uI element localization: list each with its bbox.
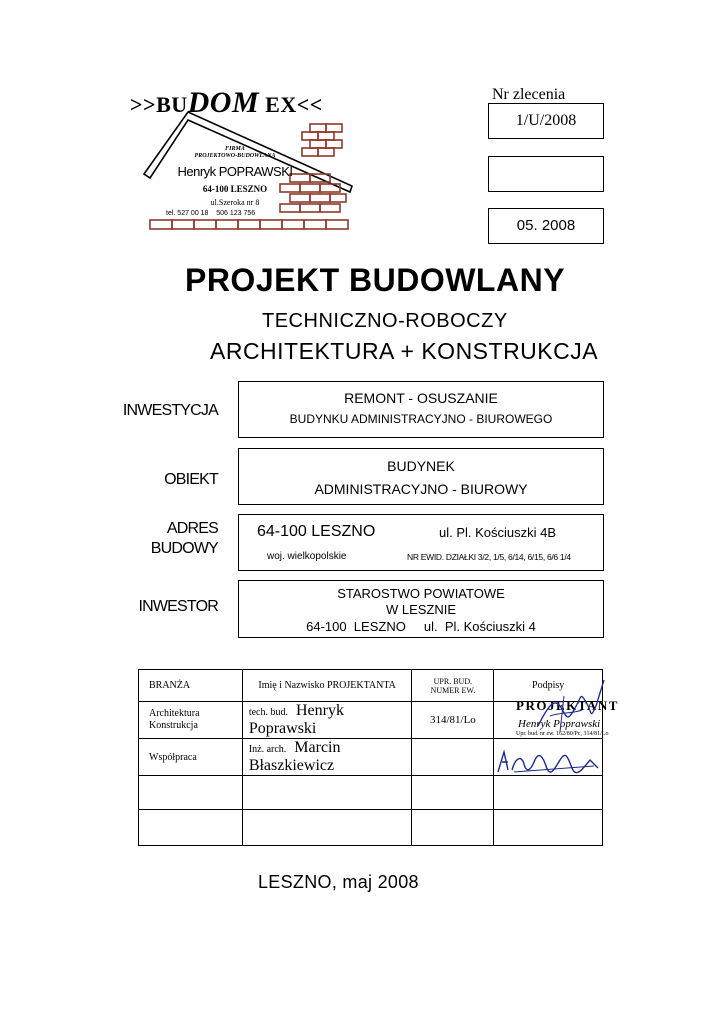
logo-phone-label: tel. (166, 210, 176, 217)
investment-line1: REMONT - OSUSZANIE (344, 390, 498, 406)
row3-branch (139, 776, 243, 810)
row1-designer (242, 702, 412, 739)
header-license-line2: NUMER EW. (430, 685, 476, 695)
logo-street: ul.Szeroka nr 8 (210, 198, 260, 207)
row4-branch (139, 810, 243, 846)
row2-designer (242, 739, 412, 776)
logo-suffix: EX<< (265, 92, 323, 117)
object-box (238, 448, 604, 505)
table-row (139, 810, 603, 846)
row1-license: 314/81/Lo (412, 702, 494, 739)
order-number-value: 1/U/2008 (515, 112, 577, 129)
row1-branch (139, 702, 243, 739)
logo-firma-line2: PROJEKTOWO-BUDOWLANA (194, 153, 276, 159)
logo-phone2: 506 123 756 (216, 210, 256, 217)
header-license-line1: UPR. BUD. (433, 676, 473, 686)
investor-label: INWESTOR (138, 598, 218, 615)
signature-poprawski (520, 676, 610, 746)
logo-middle: DOM (187, 86, 260, 119)
object-line2: ADMINISTRACYJNO - BIUROWY (314, 481, 528, 497)
row3-signature (494, 776, 603, 810)
empty-field-box (488, 156, 604, 192)
row2-name: Marcin Błaszkiewicz (248, 739, 341, 774)
stamp-license: Upr. bud. nr ew. 162/80/Pc, 314/81/Lo (516, 731, 609, 737)
investment-label: INWESTYCJA (122, 402, 218, 419)
header-signatures: Podpisy (494, 670, 603, 702)
date-value: 05. 2008 (516, 217, 576, 234)
row2-license (412, 739, 494, 776)
address-plot-numbers: NR EWID. DZIAŁKI 3/2, 1/5, 6/14, 6/15, 6/6 1/4 (407, 552, 571, 562)
subtitle-technical: TECHNICZNO-ROBOCZY (262, 310, 508, 332)
row2-branch: Współpraca (139, 739, 243, 776)
row2-title: Inż. arch. (248, 744, 287, 755)
logo-firma-line1: FIRMA (225, 146, 245, 152)
object-label: OBIEKT (164, 471, 218, 488)
investor-line3: 64-100 LESZNO ul. Pl. Kościuszki 4 (306, 619, 536, 634)
row4-signature (494, 810, 603, 846)
row1-name: Henryk Poprawski (248, 702, 344, 737)
address-city: 64-100 LESZNO (257, 523, 376, 540)
address-box (238, 514, 604, 571)
row1-title: tech. bud. (248, 707, 288, 718)
investor-box (238, 580, 604, 638)
stamp-name: Henryk Poprawski (518, 718, 601, 730)
table-row (139, 776, 603, 810)
investment-line2: BUDYNKU ADMINISTRACYJNO - BIUROWEGO (289, 412, 553, 426)
footer-place-date: LESZNO, maj 2008 (258, 872, 419, 892)
address-label-line1: ADRES (166, 520, 218, 537)
address-street: ul. Pl. Kościuszki 4B (439, 525, 557, 540)
row1-branch-line2: Konstrukcja (149, 720, 198, 731)
order-number-label: Nr zlecenia (492, 86, 566, 103)
address-label (151, 519, 218, 559)
logo-prefix: >>BU (130, 92, 188, 117)
logo-phone (166, 210, 255, 217)
investor-line1: STAROSTWO POWIATOWE (337, 586, 505, 601)
row4-designer (242, 810, 412, 846)
header-branch: BRANŻA (139, 670, 243, 702)
logo-owner-name: Henryk POPRAWSKI (177, 164, 293, 179)
object-line1: BUDYNEK (387, 458, 455, 474)
logo-phone1: 527 00 18 (177, 210, 209, 217)
header-license (412, 670, 494, 702)
stamp-title: PROJEKTANT (516, 698, 619, 713)
row4-license (412, 810, 494, 846)
investor-line2: W LESZNIE (385, 602, 457, 617)
row3-designer (242, 776, 412, 810)
signature-blaszkiewicz (494, 748, 604, 778)
header-designer-name: Imię i Nazwisko PROJEKTANTA (242, 670, 412, 702)
subtitle-disciplines: ARCHITEKTURA + KONSTRUKCJA (210, 338, 599, 364)
address-label-line2: BUDOWY (150, 540, 218, 557)
logo-city: 64-100 LESZNO (202, 184, 268, 194)
page-title: PROJEKT BUDOWLANY (184, 262, 566, 298)
date-box (488, 208, 604, 244)
row3-license (412, 776, 494, 810)
address-voivodeship: woj. wielkopolskie (267, 551, 347, 562)
logo-firm-type (160, 146, 310, 160)
order-number-box (488, 103, 604, 139)
investment-box (238, 381, 604, 438)
row1-branch-line1: Architektura (149, 708, 200, 719)
